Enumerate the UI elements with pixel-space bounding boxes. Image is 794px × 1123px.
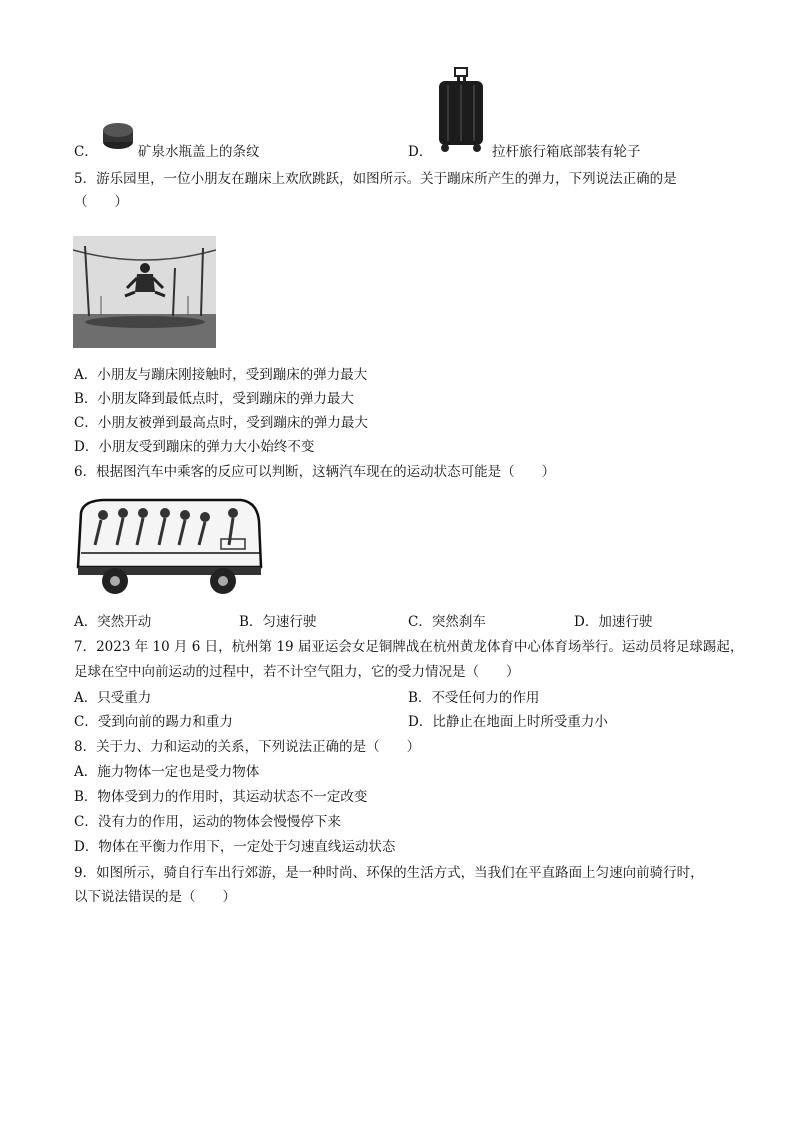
q8-option-c: C．没有力的作用，运动的物体会慢慢停下来 [74, 814, 341, 830]
q5-stem-line1: 5．游乐园里，一位小朋友在蹦床上欢欣跳跃，如图所示。关于蹦床所产生的弹力，下列说法正确的是 [74, 171, 677, 187]
q8-stem: 8．关于力、力和运动的关系，下列说法正确的是（ ） [74, 739, 421, 755]
q9-stem-line2: 以下说法错误的是（ ） [74, 889, 236, 905]
q8-option-a: A．施力物体一定也是受力物体 [74, 764, 260, 780]
option-d-letter: D． [408, 144, 433, 160]
q9-stem-line1: 9．如图所示，骑自行车出行郊游，是一种时尚、环保的生活方式，当我们在平直路面上匀速向前骑行时， [74, 865, 704, 881]
q7-option-d: D．比静止在地面上时所受重力小 [408, 714, 608, 730]
q8-option-d: D．物体在平衡力作用下，一定处于匀速直线运动状态 [74, 839, 396, 855]
q7-option-a: A．只受重力 [74, 690, 152, 706]
q5-option-b: B．小朋友降到最低点时，受到蹦床的弹力最大 [74, 391, 354, 407]
q5-option-c: C．小朋友被弹到最高点时，受到蹦床的弹力最大 [74, 415, 368, 431]
q6-option-b: B．匀速行驶 [239, 614, 317, 630]
trampoline-photo [73, 236, 216, 348]
q7-option-c: C．受到向前的踢力和重力 [74, 714, 233, 730]
option-d-text: 拉杆旅行箱底部装有轮子 [492, 144, 641, 160]
q5-option-d: D．小朋友受到蹦床的弹力大小始终不变 [74, 439, 315, 455]
option-c-text: 矿泉水瓶盖上的条纹 [138, 144, 260, 160]
q8-option-b: B．物体受到力的作用时，其运动状态不一定改变 [74, 789, 368, 805]
q7-stem-line2: 足球在空中向前运动的过程中，若不计空气阻力，它的受力情况是（ ） [74, 664, 520, 680]
q7-option-b: B．不受任何力的作用 [408, 690, 540, 706]
q5-stem-line2: （ ） [74, 194, 128, 210]
q6-option-d: D．加速行驶 [574, 614, 653, 630]
q7-stem-line1: 7．2023 年 10 月 6 日，杭州第 19 届亚运会女足铜牌战在杭州黄龙体育中心体育场举行。运动员将足球踢起， [74, 639, 744, 655]
q6-option-c: C．突然刹车 [408, 614, 486, 630]
option-c-letter: C． [74, 144, 98, 160]
q5-option-a: A．小朋友与蹦床刚接触时，受到蹦床的弹力最大 [74, 367, 368, 383]
q6-option-a: A．突然开动 [74, 614, 152, 630]
bus-passengers-illustration [73, 495, 263, 600]
suitcase-image [436, 67, 486, 153]
bottle-cap-image [102, 120, 134, 152]
q6-stem: 6．根据图汽车中乘客的反应可以判断，这辆汽车现在的运动状态可能是（ ） [74, 464, 556, 480]
